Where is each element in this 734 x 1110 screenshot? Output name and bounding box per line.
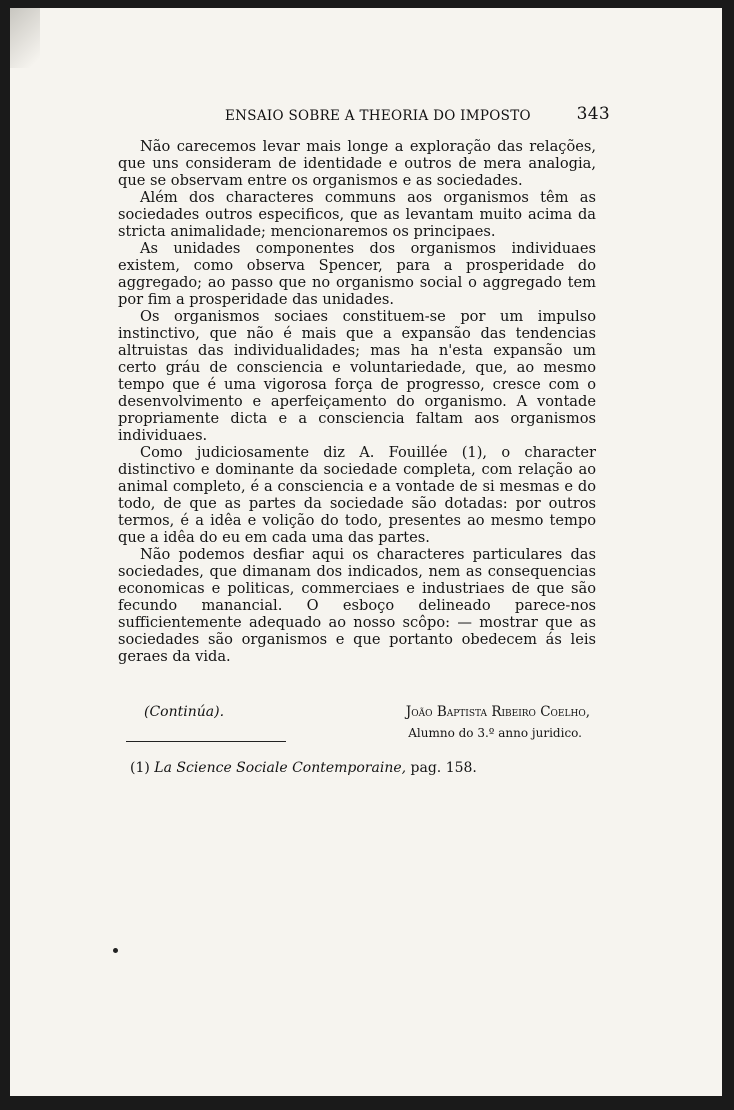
author-role: Alumno do 3.º anno juridico. xyxy=(408,726,582,740)
paragraph: As unidades componentes dos organismos individuaes existem, como observa Spencer, para a prosperidade do aggregado; ao passo que no organismo social o aggregado tem por fim a prosperidade das unidades. xyxy=(118,240,596,308)
footnote-rule xyxy=(126,741,286,742)
running-title: ENSAIO SOBRE A THEORIA DO IMPOSTO xyxy=(225,108,531,124)
paragraph: Além dos characteres communs aos organismos têm as sociedades outros especificos, que as levantam muito acima da stricta animalidade; mencionaremos os principaes. xyxy=(118,189,596,240)
body-text xyxy=(118,138,596,665)
paragraph: Não podemos desfiar aqui os characteres particulares das sociedades, que dimanam dos indicados, nem as consequencias economicas e politicas, commerciaes e industriaes de que são fecundo manancial. O esboço delineado parece-nos sufficientemente adequado ao nosso scôpo: — mostrar que as sociedades são organismos e que portanto obedecem ás leis geraes da vida. xyxy=(118,546,596,665)
bullet-dot xyxy=(113,948,118,953)
footnote-title: La Science Sociale Contemporaine, xyxy=(154,760,407,776)
paragraph: Os organismos sociaes constituem-se por um impulso instinctivo, que não é mais que a expansão das tendencias altruistas das individualidades; mas ha n'esta expansão um certo gráu de consciencia e voluntariedade, que, ao mesmo tempo que é uma vigorosa força de progresso, cresce com o desenvolvimento e aperfeiçamento do organismo. A vontade propriamente dicta e a consciencia faltam aos organismos individuaes. xyxy=(118,308,596,444)
footnote xyxy=(130,760,477,776)
continua-note: (Continúa). xyxy=(144,704,225,720)
author-name: João Baptista Ribeiro Coelho, xyxy=(405,704,590,720)
book-page xyxy=(10,8,722,1096)
footnote-page: pag. 158. xyxy=(410,760,477,776)
footnote-marker: (1) xyxy=(130,760,150,776)
paragraph: Não carecemos levar mais longe a exploração das relações, que uns consideram de identidade e outros de mera analogia, que se observam entre os organismos e as sociedades. xyxy=(118,138,596,189)
show-through-line xyxy=(140,798,610,815)
paragraph: Como judiciosamente diz A. Fouillée (1), o character distinctivo e dominante da sociedade completa, com relação ao animal completo, é a consciencia e a vontade de si mesmas e do todo, de que as partes da sociedade são dotadas: por outros termos, é a idêa e volição do todo, presentes ao mesmo tempo que a idêa do eu em cada uma das partes. xyxy=(118,444,596,546)
page-number: 343 xyxy=(576,104,610,124)
